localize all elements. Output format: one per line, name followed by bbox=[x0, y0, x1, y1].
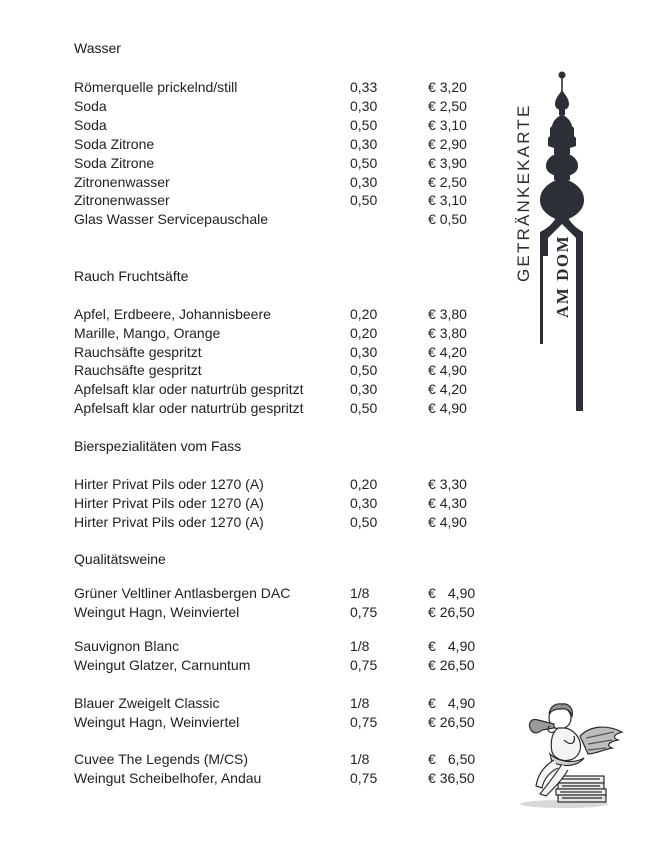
item-size: 0,30 bbox=[350, 136, 378, 152]
item-size: 0,75 bbox=[350, 770, 378, 786]
price-value: 3,10 bbox=[439, 117, 467, 133]
currency-symbol: € bbox=[428, 381, 436, 397]
price-value: 3,90 bbox=[439, 155, 467, 171]
item-price bbox=[428, 770, 475, 786]
price-value: 3,30 bbox=[439, 476, 467, 492]
currency-symbol: € bbox=[428, 362, 436, 378]
item-name: Apfelsaft klar oder naturtrüb gespritzt bbox=[74, 400, 304, 416]
menu-item bbox=[74, 770, 494, 789]
item-name: Hirter Privat Pils oder 1270 (A) bbox=[74, 514, 264, 530]
item-size: 0,50 bbox=[350, 400, 378, 416]
currency-symbol: € bbox=[428, 495, 436, 511]
item-name: Grüner Veltliner Antlasbergen DAC bbox=[74, 585, 291, 601]
currency-symbol: € bbox=[428, 751, 436, 767]
item-size: 0,75 bbox=[350, 714, 378, 730]
item-price bbox=[428, 155, 467, 171]
item-name: Weingut Scheibelhofer, Andau bbox=[74, 770, 262, 786]
currency-symbol: € bbox=[428, 604, 436, 620]
price-value: 4,90 bbox=[447, 585, 476, 601]
currency-symbol: € bbox=[428, 400, 436, 416]
currency-symbol: € bbox=[428, 155, 436, 171]
price-value: 4,90 bbox=[447, 638, 476, 654]
item-name: Soda bbox=[74, 98, 107, 114]
item-size: 0,20 bbox=[350, 476, 378, 492]
item-size: 0,30 bbox=[350, 174, 378, 190]
item-price bbox=[428, 79, 467, 95]
menu-item bbox=[74, 211, 494, 230]
currency-symbol: € bbox=[428, 192, 436, 208]
item-name: Apfel, Erdbeere, Johannisbeere bbox=[74, 306, 271, 322]
item-price bbox=[428, 714, 475, 730]
item-size: 0,30 bbox=[350, 381, 378, 397]
item-size: 0,20 bbox=[350, 306, 378, 322]
item-name: Soda Zitrone bbox=[74, 136, 155, 152]
menu-item bbox=[74, 192, 494, 211]
item-price bbox=[428, 192, 467, 208]
item-name: Zitronenwasser bbox=[74, 174, 170, 190]
price-value: 3,80 bbox=[439, 325, 467, 341]
item-price bbox=[428, 381, 467, 397]
item-size: 0,50 bbox=[350, 192, 378, 208]
menu-item bbox=[74, 325, 494, 344]
menu-item bbox=[74, 400, 494, 419]
menu-item bbox=[74, 695, 494, 714]
item-size: 1/8 bbox=[350, 751, 370, 767]
section-title-bier: Bierspezialitäten vom Fass bbox=[74, 438, 242, 454]
item-name: Hirter Privat Pils oder 1270 (A) bbox=[74, 495, 264, 511]
menu-item bbox=[74, 155, 494, 174]
menu-item bbox=[74, 585, 494, 604]
item-size: 0,50 bbox=[350, 155, 378, 171]
currency-symbol: € bbox=[428, 770, 436, 786]
item-size: 1/8 bbox=[350, 638, 370, 654]
item-size: 0,50 bbox=[350, 514, 378, 530]
item-price bbox=[428, 638, 475, 654]
currency-symbol: € bbox=[428, 174, 436, 190]
price-value: 4,20 bbox=[439, 344, 467, 360]
item-price bbox=[428, 585, 475, 601]
item-name: Marille, Mango, Orange bbox=[74, 325, 221, 341]
currency-symbol: € bbox=[428, 695, 436, 711]
item-name: Rauchsäfte gespritzt bbox=[74, 344, 202, 360]
currency-symbol: € bbox=[428, 714, 436, 730]
item-name: Apfelsaft klar oder naturtrüb gespritzt bbox=[74, 381, 304, 397]
item-size: 0,20 bbox=[350, 325, 378, 341]
item-price bbox=[428, 174, 467, 190]
item-price bbox=[428, 117, 467, 133]
menu-item bbox=[74, 751, 494, 770]
price-value: 26,50 bbox=[439, 714, 475, 730]
item-price bbox=[428, 98, 467, 114]
price-value: 4,90 bbox=[439, 514, 467, 530]
menu-item bbox=[74, 476, 494, 495]
price-value: 4,90 bbox=[439, 400, 467, 416]
menu-item bbox=[74, 136, 494, 155]
price-value: 36,50 bbox=[439, 770, 475, 786]
item-name: Cuvee The Legends (M/CS) bbox=[74, 751, 249, 767]
item-price bbox=[428, 695, 475, 711]
item-name: Soda Zitrone bbox=[74, 155, 155, 171]
menu-item bbox=[74, 514, 494, 533]
menu-item bbox=[74, 638, 494, 657]
currency-symbol: € bbox=[428, 638, 436, 654]
menu-item bbox=[74, 306, 494, 325]
menu-item bbox=[74, 604, 494, 623]
currency-symbol: € bbox=[428, 117, 436, 133]
menu-item bbox=[74, 344, 494, 363]
price-value: 4,20 bbox=[439, 381, 467, 397]
item-price bbox=[428, 514, 467, 530]
logo-title-am-dom: AM DOM bbox=[553, 234, 572, 318]
currency-symbol: € bbox=[428, 514, 436, 530]
item-price bbox=[428, 136, 467, 152]
menu-item bbox=[74, 362, 494, 381]
item-price bbox=[428, 400, 467, 416]
item-size: 0,30 bbox=[350, 98, 378, 114]
price-value: 6,50 bbox=[447, 751, 476, 767]
currency-symbol: € bbox=[428, 79, 436, 95]
item-size: 0,30 bbox=[350, 344, 378, 360]
currency-symbol: € bbox=[428, 657, 436, 673]
price-value: 2,90 bbox=[439, 136, 467, 152]
item-size: 0,50 bbox=[350, 362, 378, 378]
item-price bbox=[428, 325, 467, 341]
item-name: Rauchsäfte gespritzt bbox=[74, 362, 202, 378]
item-name: Weingut Hagn, Weinviertel bbox=[74, 714, 240, 730]
menu-item bbox=[74, 657, 494, 676]
item-size: 1/8 bbox=[350, 585, 370, 601]
currency-symbol: € bbox=[428, 585, 436, 601]
price-value: 2,50 bbox=[439, 174, 467, 190]
price-value: 0,50 bbox=[439, 211, 467, 227]
item-name: Weingut Hagn, Weinviertel bbox=[74, 604, 240, 620]
item-price bbox=[428, 362, 467, 378]
price-value: 4,90 bbox=[447, 695, 476, 711]
menu-item bbox=[74, 381, 494, 400]
item-price bbox=[428, 476, 467, 492]
item-price bbox=[428, 306, 467, 322]
item-price bbox=[428, 344, 467, 360]
menu-item bbox=[74, 98, 494, 117]
menu-item bbox=[74, 117, 494, 136]
price-value: 4,90 bbox=[439, 362, 467, 378]
item-size: 0,30 bbox=[350, 495, 378, 511]
section-title-fruchtsaefte: Rauch Fruchtsäfte bbox=[74, 268, 189, 284]
currency-symbol: € bbox=[428, 211, 436, 227]
section-title-weine: Qualitätsweine bbox=[74, 551, 166, 567]
item-size: 0,50 bbox=[350, 117, 378, 133]
item-price bbox=[428, 495, 467, 511]
price-value: 26,50 bbox=[439, 657, 475, 673]
menu-item bbox=[74, 79, 494, 98]
item-size: 1/8 bbox=[350, 695, 370, 711]
menu-item bbox=[74, 495, 494, 514]
currency-symbol: € bbox=[428, 344, 436, 360]
price-value: 2,50 bbox=[439, 98, 467, 114]
item-name: Römerquelle prickelnd/still bbox=[74, 79, 238, 95]
currency-symbol: € bbox=[428, 325, 436, 341]
price-value: 26,50 bbox=[439, 604, 475, 620]
cherub-on-books-icon bbox=[508, 696, 624, 812]
item-name: Glas Wasser Servicepauschale bbox=[74, 211, 269, 227]
item-name: Soda bbox=[74, 117, 107, 133]
menu-item bbox=[74, 174, 494, 193]
logo-title-getraenkekarte: GETRÄNKEKARTE bbox=[514, 103, 533, 282]
item-size: 0,75 bbox=[350, 604, 378, 620]
item-price bbox=[428, 751, 475, 767]
item-name: Sauvignon Blanc bbox=[74, 638, 180, 654]
item-size: 0,75 bbox=[350, 657, 378, 673]
item-name: Blauer Zweigelt Classic bbox=[74, 695, 220, 711]
item-name: Zitronenwasser bbox=[74, 192, 170, 208]
price-value: 3,20 bbox=[439, 79, 467, 95]
price-value: 4,30 bbox=[439, 495, 467, 511]
currency-symbol: € bbox=[428, 98, 436, 114]
item-name: Hirter Privat Pils oder 1270 (A) bbox=[74, 476, 264, 492]
item-size: 0,33 bbox=[350, 79, 378, 95]
menu-item bbox=[74, 714, 494, 733]
currency-symbol: € bbox=[428, 136, 436, 152]
item-name: Weingut Glatzer, Carnuntum bbox=[74, 657, 251, 673]
currency-symbol: € bbox=[428, 306, 436, 322]
item-price bbox=[428, 657, 475, 673]
price-value: 3,10 bbox=[439, 192, 467, 208]
item-price bbox=[428, 211, 467, 227]
currency-symbol: € bbox=[428, 476, 436, 492]
price-value: 3,80 bbox=[439, 306, 467, 322]
item-price bbox=[428, 604, 475, 620]
section-title-wasser: Wasser bbox=[74, 40, 121, 56]
